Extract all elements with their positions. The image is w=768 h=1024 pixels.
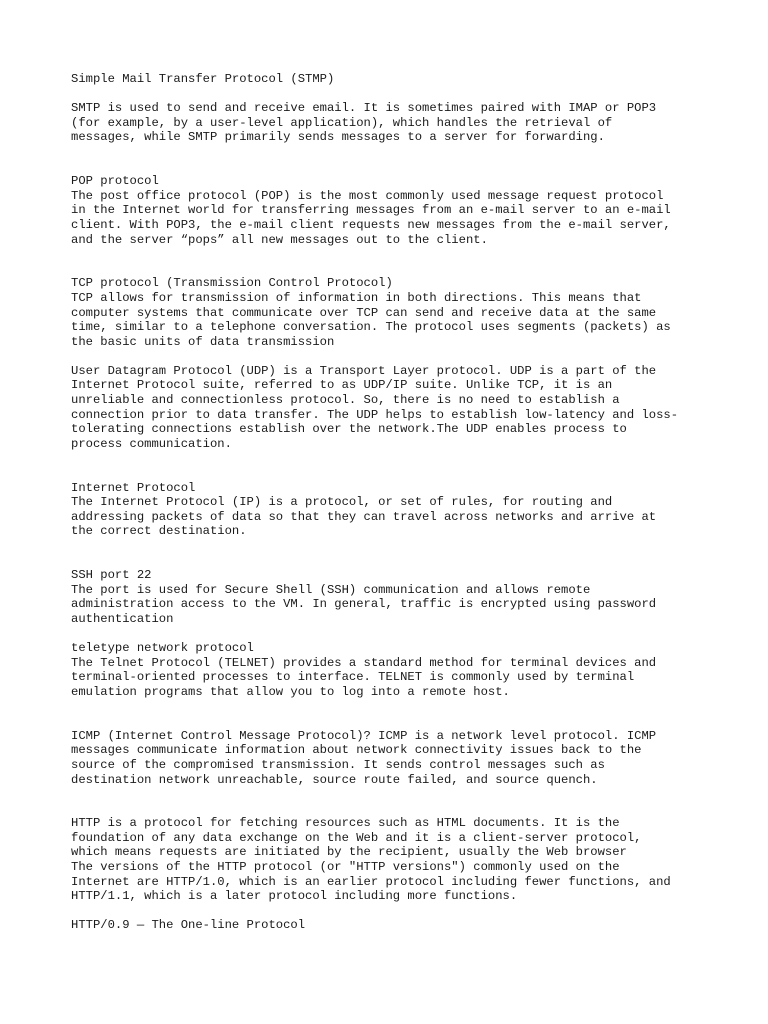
section-smtp xyxy=(71,72,711,145)
body-line: The Telnet Protocol (TELNET) provides a standard method for terminal devices and xyxy=(71,655,657,670)
section-udp xyxy=(71,364,711,452)
body-line: SMTP is used to send and receive email. It is sometimes paired with IMAP or POP3 xyxy=(71,101,657,116)
body-line: destination network unreachable, source route failed, and source quench. xyxy=(71,772,598,787)
body-line: addressing packets of data so that they can travel across networks and arrive at xyxy=(71,509,657,524)
body-line: HTTP/0.9 — The One-line Protocol xyxy=(71,918,306,933)
section-heading: TCP protocol (Transmission Control Protocol) xyxy=(71,276,393,291)
body-line: foundation of any data exchange on the Web and it is a client-server protocol, xyxy=(71,830,642,845)
body-line: emulation programs that allow you to log into a remote host. xyxy=(71,684,510,699)
section-heading: POP protocol xyxy=(71,174,159,189)
section-http09 xyxy=(71,918,711,933)
section-pop xyxy=(71,174,711,247)
body-line: which means requests are initiated by the recipient, usually the Web browser xyxy=(71,845,627,860)
body-line: tolerating connections establish over the network.The UDP enables process to xyxy=(71,422,627,437)
body-line: The port is used for Secure Shell (SSH) communication and allows remote xyxy=(71,582,591,597)
body-line: time, similar to a telephone conversation. The protocol uses segments (packets) as xyxy=(71,320,671,335)
body-line: messages communicate information about network connectivity issues back to the xyxy=(71,743,642,758)
section-heading: SSH port 22 xyxy=(71,568,152,583)
body-line: terminal-oriented processes to interface. TELNET is commonly used by terminal xyxy=(71,670,635,685)
section-icmp xyxy=(71,729,711,787)
section-ssh xyxy=(71,568,711,626)
body-line: connection prior to data transfer. The UDP helps to establish low-latency and loss- xyxy=(71,407,679,422)
body-line: unreliable and connectionless protocol. So, there is no need to establish a xyxy=(71,393,620,408)
body-line: and the server “pops” all new messages out to the client. xyxy=(71,232,488,247)
body-line: source of the compromised transmission. It sends control messages such as xyxy=(71,757,605,772)
body-line: ICMP (Internet Control Message Protocol)? ICMP is a network level protocol. ICMP xyxy=(71,728,657,743)
body-line: messages, while SMTP primarily sends messages to a server for forwarding. xyxy=(71,130,605,145)
body-line: computer systems that communicate over TCP can send and receive data at the same xyxy=(71,305,657,320)
body-line: The versions of the HTTP protocol (or "HTTP versions") commonly used on the xyxy=(71,860,620,875)
body-line: the basic units of data transmission xyxy=(71,334,335,349)
section-telnet xyxy=(71,641,711,699)
body-line: process communication. xyxy=(71,436,232,451)
section-tcp xyxy=(71,276,711,349)
body-line: authentication xyxy=(71,611,174,626)
section-heading: teletype network protocol xyxy=(71,641,254,656)
body-line: the correct destination. xyxy=(71,524,247,539)
section-ip xyxy=(71,481,711,539)
body-line: TCP allows for transmission of information in both directions. This means that xyxy=(71,290,642,305)
body-line: Internet are HTTP/1.0, which is an earlier protocol including fewer functions, and xyxy=(71,874,671,889)
body-line: client. With POP3, the e-mail client requests new messages from the e-mail server, xyxy=(71,217,671,232)
body-line: The Internet Protocol (IP) is a protocol, or set of rules, for routing and xyxy=(71,495,613,510)
section-heading: Internet Protocol xyxy=(71,480,196,495)
body-line: The post office protocol (POP) is the most commonly used message request protocol xyxy=(71,188,664,203)
body-line: Internet Protocol suite, referred to as UDP/IP suite. Unlike TCP, it is an xyxy=(71,378,613,393)
body-line: (for example, by a user-level application), which handles the retrieval of xyxy=(71,115,613,130)
document-page xyxy=(71,72,711,933)
section-heading: Simple Mail Transfer Protocol (STMP) xyxy=(71,72,335,86)
body-line: administration access to the VM. In general, traffic is encrypted using password xyxy=(71,597,657,612)
body-line: HTTP/1.1, which is a later protocol including more functions. xyxy=(71,889,518,904)
body-line: in the Internet world for transferring messages from an e-mail server to an e-mail xyxy=(71,203,671,218)
body-line: User Datagram Protocol (UDP) is a Transport Layer protocol. UDP is a part of the xyxy=(71,363,657,378)
section-http xyxy=(71,816,711,904)
body-line: HTTP is a protocol for fetching resources such as HTML documents. It is the xyxy=(71,816,620,831)
